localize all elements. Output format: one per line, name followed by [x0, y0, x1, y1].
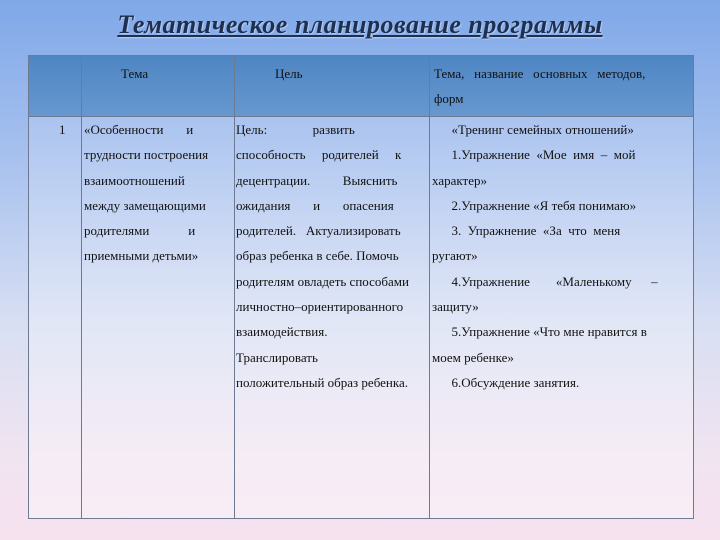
- methods-line: 1.Упражнение «Мое имя – мой: [432, 147, 636, 163]
- goal-line: децентрации. Выяснить: [236, 172, 398, 188]
- methods-line: 2.Упражнение «Я тебя понимаю»: [432, 197, 637, 213]
- topic-line: приемными детьми»: [84, 248, 199, 264]
- methods-line: 6.Обсуждение занятия.: [432, 374, 580, 390]
- methods-line: 5.Упражнение «Что мне нравится в: [432, 324, 647, 340]
- column-divider: [234, 56, 235, 518]
- goal-line: ожидания и опасения: [236, 197, 394, 213]
- methods-line: защиту»: [432, 299, 479, 315]
- goal-line: родителей. Актуализировать: [236, 223, 401, 239]
- goal-line: личностно–ориентированного: [236, 299, 404, 315]
- methods-line: «Тренинг семейных отношений»: [432, 122, 634, 137]
- topic-cell: [84, 117, 224, 269]
- methods-cell: [432, 117, 690, 395]
- goal-line: способность родителей к: [236, 147, 402, 163]
- column-divider: [81, 56, 82, 518]
- methods-line: 4.Упражнение «Маленькому –: [432, 273, 658, 289]
- topic-line: трудности построения: [84, 147, 209, 163]
- planning-table: [28, 55, 694, 519]
- goal-cell: [236, 117, 426, 395]
- goal-line: образ ребенка в себе. Помочь: [236, 248, 399, 264]
- topic-line: взаимоотношений: [84, 172, 185, 188]
- header-topic: Тема: [121, 66, 149, 81]
- methods-line: характер»: [432, 172, 487, 188]
- row-number: 1: [59, 122, 66, 137]
- goal-line: Транслировать: [236, 349, 318, 365]
- header-methods-line2: форм: [434, 91, 464, 106]
- page-title: Тематическое планирование программы: [117, 10, 603, 39]
- topic-line: между замещающими: [84, 197, 206, 213]
- methods-line: 3. Упражнение «За что меня: [432, 223, 621, 239]
- header-methods-line1: Тема, название основных методов,: [434, 66, 646, 81]
- methods-line: моем ребенке»: [432, 349, 514, 365]
- goal-line: родителям овладеть способами: [236, 273, 409, 289]
- goal-line: взаимодействия.: [236, 324, 328, 340]
- column-divider: [429, 56, 430, 518]
- topic-line: родителями и: [84, 223, 196, 239]
- methods-line: ругают»: [432, 248, 478, 264]
- goal-line: положительный образ ребенка.: [236, 374, 409, 390]
- topic-line: «Особенности и: [84, 122, 194, 137]
- header-goal: Цель: [275, 66, 303, 81]
- goal-line: Цель: развить: [236, 122, 355, 137]
